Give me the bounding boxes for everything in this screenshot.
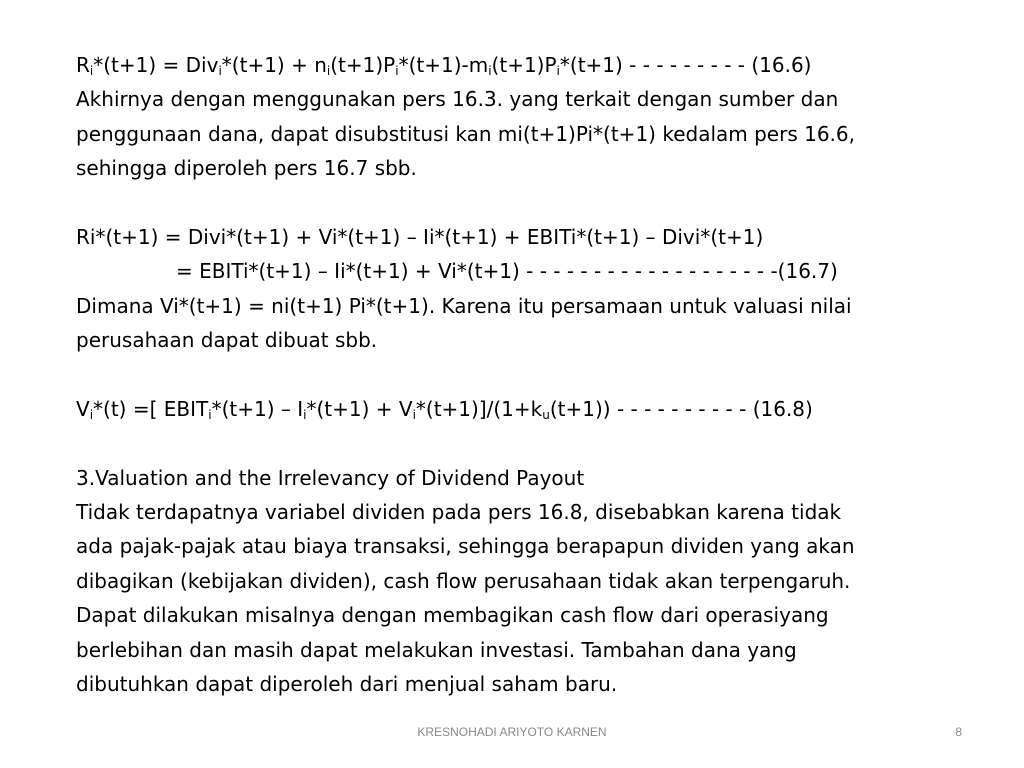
spacer xyxy=(76,358,976,392)
spacer xyxy=(76,426,976,460)
paragraph-1-line: penggunaan dana, dapat disubstitusi kan mi(t+1)Pi*(t+1) kedalam pers 16.6, xyxy=(76,121,855,146)
paragraph-3-line: dibutuhkan dapat diperoleh dari menjual saham baru. xyxy=(76,672,618,697)
paragraph-1-line: Akhirnya dengan menggunakan pers 16.3. yang terkait dengan sumber dan xyxy=(76,87,839,112)
section-heading: 3.Valuation and the Irrelevancy of Dividend Payout xyxy=(76,465,585,490)
paragraph-1-line: sehingga diperoleh pers 16.7 sbb. xyxy=(76,156,417,181)
paragraph-3-line: ada pajak-pajak atau biaya transaksi, sehingga berapapun dividen yang akan xyxy=(76,534,855,559)
paragraph-2-line: Dimana Vi*(t+1) = ni(t+1) Pi*(t+1). Karena itu persamaan untuk valuasi nilai xyxy=(76,293,852,318)
footer-author: KRESNOHADI ARIYOTO KARNEN xyxy=(417,725,607,739)
page-number: 8 xyxy=(955,725,962,739)
paragraph-2-line: perusahaan dapat dibuat sbb. xyxy=(76,328,378,353)
paragraph-3-line: Tidak terdapatnya variabel dividen pada pers 16.8, disebabkan karena tidak xyxy=(76,500,842,525)
paragraph-3-line: berlebihan dan masih dapat melakukan investasi. Tambahan dana yang xyxy=(76,637,797,662)
equation-16-6: $R_i*(t+1) = Div_i*(t+1) + n_i(t+1)P_i*(t+1)-m_i(t+1)P_i*(t+1)$ - - - - - - - - - (16.6) xyxy=(76,53,812,78)
spacer xyxy=(76,186,976,220)
equation-16-7-line-2: = EBITi*(t+1) – Ii*(t+1) + Vi*(t+1) - - - - - - - - - - - - - - - - - - -(16.7) xyxy=(176,259,838,284)
paragraph-3-line: dibagikan (kebijakan dividen), cash flow perusahaan tidak akan terpengaruh. xyxy=(76,568,851,593)
paragraph-3-line: Dapat dilakukan misalnya dengan membagikan cash flow dari operasiyang xyxy=(76,603,829,628)
slide-body xyxy=(76,48,976,701)
equation-16-7-line-1: Ri*(t+1) = Divi*(t+1) + Vi*(t+1) – Ii*(t+1) + EBITi*(t+1) – Divi*(t+1) xyxy=(76,224,764,249)
equation-16-8: $V_i*(t)$ =[ $EBIT_i*(t+1) - I_i*(t+1) + V_i*(t+1)]/(1+k_u(t+1))$ - - - - - - - - - - (16.8) xyxy=(76,396,813,422)
